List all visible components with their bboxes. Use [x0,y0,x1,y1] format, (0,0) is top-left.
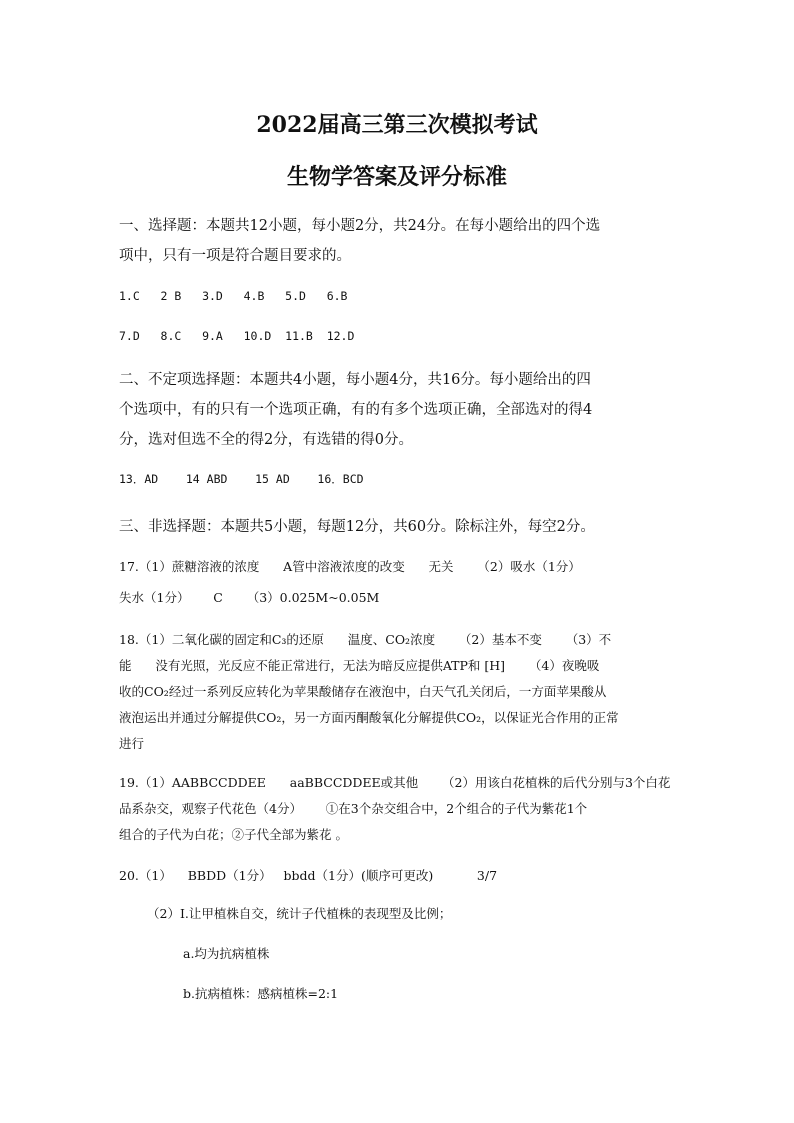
q19-line3: 组合的子代为白花；②子代全部为紫花 。 [119,827,348,842]
section2-answers: 13．AD 14 ABD 15 AD 16．BCD [119,472,364,486]
q17-line1: 17.（1）蔗糖溶液的浓度 A管中溶液浓度的改变 无关 （2）吸水（1分） [119,559,581,574]
q18-line2: 能 没有光照，光反应不能正常进行，无法为暗反应提供ATP和 [H] （4）夜晚吸 [119,658,600,673]
q18-line1: 18.（1）二氧化碳的固定和C₃的还原 温度、CO₂浓度 （2）基本不变 （3）不 [119,632,612,647]
q20-option-a: a.均为抗病植株 [183,946,270,961]
q17-line2: 失水（1分） C （3）0.025M~0.05M [119,590,380,605]
section1-instructions-line1: 一、选择题：本题共12小题，每小题2分，共24分。在每小题给出的四个选 [119,218,601,234]
q20-line2: （2）Ⅰ.让甲植株自交，统计子代植株的表现型及比例； [147,906,452,921]
page-title: 2022届高三第三次模拟考试 [256,112,538,138]
q19-line2: 品系杂交，观察子代花色（4分） ①在3个杂交组合中，2个组合的子代为紫花1个 [119,801,588,816]
section1-instructions-line2: 项中，只有一项是符合题目要求的。 [119,248,351,264]
q18-line3: 收的CO₂经过一系列反应转化为苹果酸储存在液泡中，白天气孔关闭后，一方面苹果酸从 [119,684,607,699]
page-subtitle: 生物学答案及评分标准 [286,164,507,190]
q19-line1: 19.（1）AABBCCDDEE aaBBCCDDEE或其他 （2）用该白花植株的后代分别与3个白花 [119,775,671,790]
section1-answers-row2: 7.D 8.C 9.A 10.D 11.B 12.D [119,329,355,343]
q18-line4: 液泡运出并通过分解提供CO₂，另一方面丙酮酸氧化分解提供CO₂，以保证光合作用的正常 [119,710,619,725]
q20-line1: 20.（1） BBDD（1分） bbdd（1分）(顺序可更改) 3/7 [119,868,498,883]
section1-answers-row1: 1.C 2 B 3.D 4.B 5.D 6.B [119,289,348,303]
section2-instructions-line1: 二、不定项选择题：本题共4小题，每小题4分，共16分。每小题给出的四 [119,372,591,388]
section2-instructions-line3: 分，选对但选不全的得2分，有选错的得0分。 [119,432,413,448]
section3-instructions: 三、非选择题：本题共5小题，每题12分，共60分。除标注外，每空2分。 [119,519,595,535]
q20-option-b: b.抗病植株：感病植株=2:1 [183,986,339,1001]
q18-line5: 进行 [119,736,145,751]
section2-instructions-line2: 个选项中，有的只有一个选项正确，有的有多个选项正确，全部选对的得4 [119,402,593,418]
